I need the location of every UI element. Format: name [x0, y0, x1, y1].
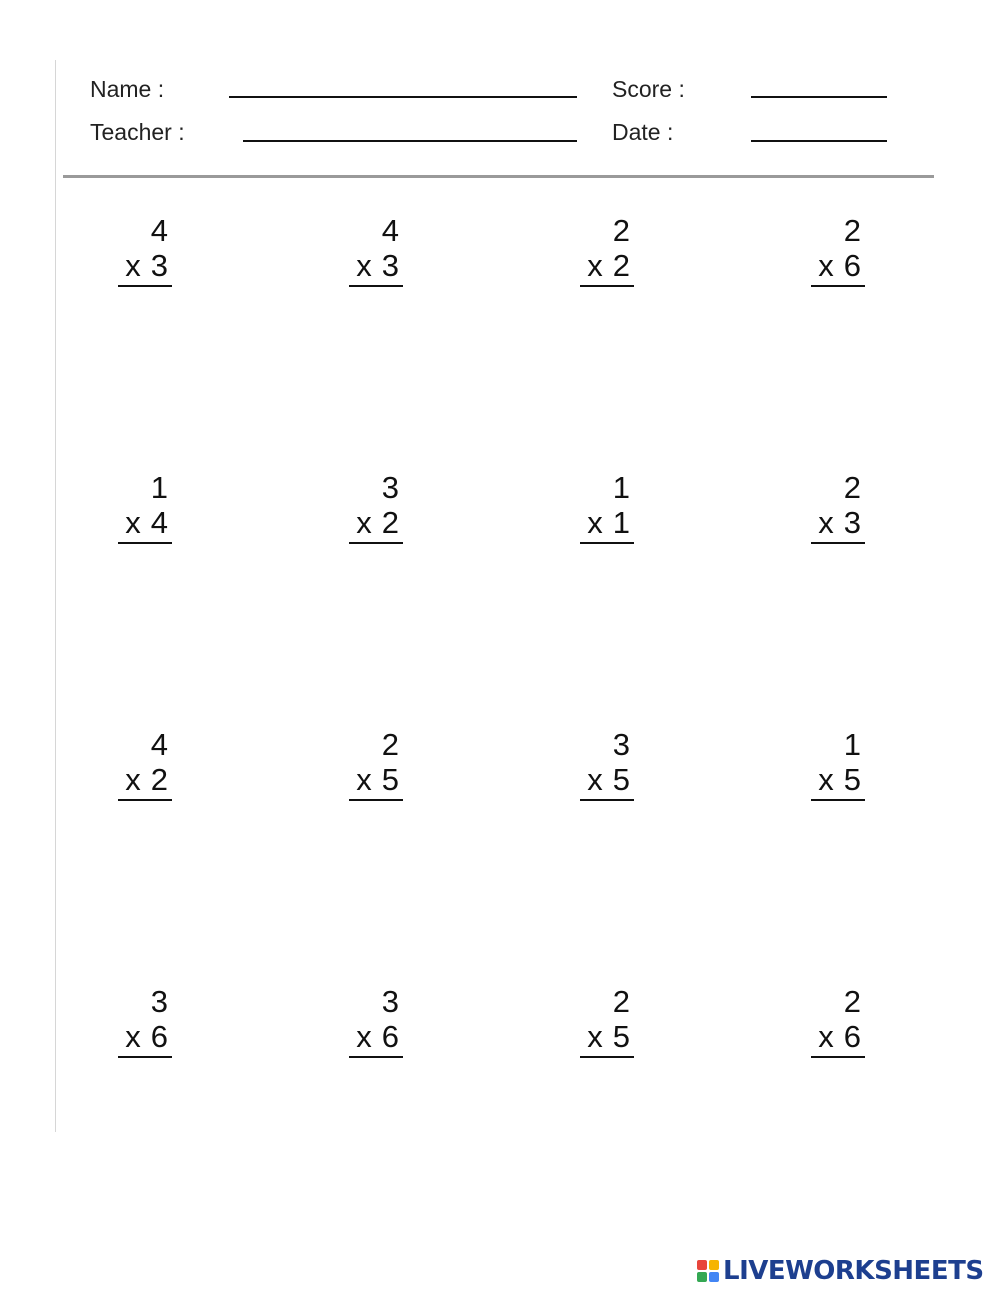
answer-field[interactable]: [118, 285, 172, 287]
problem-8: [811, 472, 865, 552]
multiplicand: 4: [381, 213, 399, 248]
answer-field[interactable]: [349, 542, 403, 544]
multiplier-row: [356, 1021, 399, 1052]
name-label: Name :: [90, 76, 165, 102]
multiplier-row: [356, 764, 399, 795]
problem-16: [811, 986, 865, 1066]
problem-7: [580, 472, 634, 552]
problem-11: [580, 729, 634, 809]
answer-field[interactable]: [349, 799, 403, 801]
liveworksheets-logo: [697, 1255, 984, 1287]
answer-field[interactable]: [811, 1056, 865, 1058]
answer-field[interactable]: [118, 542, 172, 544]
times-sign: x: [125, 1019, 141, 1054]
multiplicand: 3: [612, 727, 630, 762]
multiplier: 4: [150, 505, 168, 540]
times-sign: x: [125, 762, 141, 797]
multiplicand: 3: [381, 470, 399, 505]
times-sign: x: [818, 248, 834, 283]
times-sign: x: [587, 762, 603, 797]
multiplier: 5: [612, 762, 630, 797]
multiplier-row: [125, 250, 168, 281]
multiplicand: 2: [843, 213, 861, 248]
answer-field[interactable]: [118, 1056, 172, 1058]
multiplier: 6: [381, 1019, 399, 1054]
multiplier: 1: [612, 505, 630, 540]
multiplicand: 3: [150, 984, 168, 1019]
answer-field[interactable]: [349, 1056, 403, 1058]
multiplier: 2: [150, 762, 168, 797]
multiplier: 3: [150, 248, 168, 283]
problem-15: [580, 986, 634, 1066]
multiplier: 2: [381, 505, 399, 540]
times-sign: x: [356, 505, 372, 540]
multiplier: 3: [381, 248, 399, 283]
problem-5: [118, 472, 172, 552]
multiplier: 5: [843, 762, 861, 797]
times-sign: x: [356, 762, 372, 797]
multiplier-row: [356, 507, 399, 538]
problem-14: [349, 986, 403, 1066]
multiplicand: 2: [381, 727, 399, 762]
answer-field[interactable]: [811, 285, 865, 287]
multiplier: 6: [843, 1019, 861, 1054]
multiplier-row: [818, 507, 861, 538]
multiplier: 3: [843, 505, 861, 540]
problem-12: [811, 729, 865, 809]
problem-4: [811, 215, 865, 295]
answer-field[interactable]: [811, 799, 865, 801]
answer-field[interactable]: [118, 799, 172, 801]
answer-field[interactable]: [580, 1056, 634, 1058]
answer-field[interactable]: [349, 285, 403, 287]
times-sign: x: [125, 505, 141, 540]
multiplier-row: [125, 764, 168, 795]
multiplier-row: [356, 250, 399, 281]
logo-block: [709, 1272, 719, 1282]
teacher-label: Teacher :: [90, 119, 185, 145]
multiplicand: 2: [843, 470, 861, 505]
logo-block: [697, 1260, 707, 1270]
logo-text: LIVEWORKSHEETS: [723, 1256, 984, 1286]
problem-9: [118, 729, 172, 809]
multiplier-row: [587, 1021, 630, 1052]
times-sign: x: [818, 505, 834, 540]
problem-13: [118, 986, 172, 1066]
multiplicand: 3: [381, 984, 399, 1019]
multiplicand: 1: [612, 470, 630, 505]
times-sign: x: [818, 1019, 834, 1054]
multiplier-row: [818, 250, 861, 281]
multiplicand: 1: [843, 727, 861, 762]
multiplier-row: [125, 507, 168, 538]
multiplier-row: [818, 764, 861, 795]
times-sign: x: [587, 1019, 603, 1054]
multiplier: 6: [150, 1019, 168, 1054]
multiplicand: 4: [150, 213, 168, 248]
logo-blocks-icon: [697, 1260, 719, 1282]
times-sign: x: [587, 505, 603, 540]
multiplier: 5: [612, 1019, 630, 1054]
multiplier-row: [818, 1021, 861, 1052]
times-sign: x: [818, 762, 834, 797]
problem-3: [580, 215, 634, 295]
multiplier: 6: [843, 248, 861, 283]
multiplicand: 2: [843, 984, 861, 1019]
multiplier-row: [125, 1021, 168, 1052]
answer-field[interactable]: [811, 542, 865, 544]
times-sign: x: [125, 248, 141, 283]
logo-block: [709, 1260, 719, 1270]
multiplier-row: [587, 507, 630, 538]
problem-2: [349, 215, 403, 295]
answer-field[interactable]: [580, 799, 634, 801]
multiplier-row: [587, 250, 630, 281]
times-sign: x: [587, 248, 603, 283]
problem-1: [118, 215, 172, 295]
problem-6: [349, 472, 403, 552]
multiplicand: 4: [150, 727, 168, 762]
logo-block: [697, 1272, 707, 1282]
multiplicand: 2: [612, 984, 630, 1019]
problem-10: [349, 729, 403, 809]
date-label: Date :: [612, 119, 674, 145]
multiplier: 5: [381, 762, 399, 797]
multiplier: 2: [612, 248, 630, 283]
multiplier-row: [587, 764, 630, 795]
multiplicand: 1: [150, 470, 168, 505]
score-label: Score :: [612, 76, 685, 102]
answer-field[interactable]: [580, 542, 634, 544]
times-sign: x: [356, 1019, 372, 1054]
multiplicand: 2: [612, 213, 630, 248]
answer-field[interactable]: [580, 285, 634, 287]
times-sign: x: [356, 248, 372, 283]
